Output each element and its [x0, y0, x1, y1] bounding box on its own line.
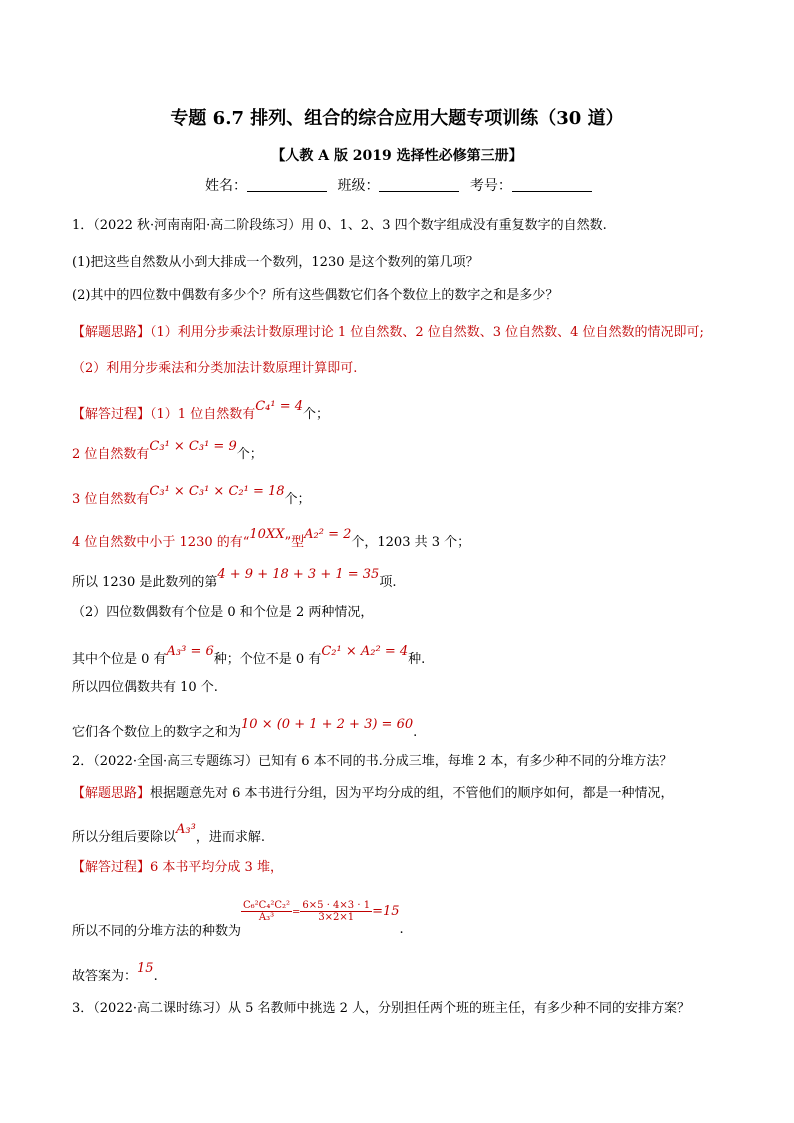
q1-idea-tag: 【解题思路】: [72, 325, 151, 340]
q1-math-c21a22: C₂¹ × A₂² = 4: [321, 644, 409, 659]
q1-step9: 它们各个数位上的数字之和为10 × (0 + 1 + 2 + 3) = 60.: [72, 717, 418, 740]
q1-part1: (1)把这些自然数从小到大排成一个数列，1230 是这个数列的第几项？: [72, 255, 479, 270]
q1-step3: 3 位自然数有C₃¹ × C₃¹ × C₂¹ = 18个；: [72, 484, 311, 507]
q1-idea1: （1）利用分步乘法计数原理讨论 1 位自然数、2 位自然数、3 位自然数、4 位自然数的情况即可;: [150, 325, 704, 340]
q3-stem: 3．（2022·高二课时练习）从 5 名教师中挑选 2 人，分别担任两个班的班主任，有多少种不同的安排方案？: [72, 1001, 691, 1016]
page-title: 专题 6.7 排列、组合的综合应用大题专项训练（30 道）: [170, 108, 624, 129]
q2-stem: 2．（2022·全国·高三专题练习）已知有 6 本不同的书.分成三堆，每堆 2 本，有多少种不同的分堆方法？: [72, 754, 673, 769]
q1-step1: 【解答过程】（1）1 位自然数有C₄¹ = 4个；: [72, 399, 330, 422]
q1-step8: 所以四位偶数共有 10 个.: [72, 680, 218, 695]
q1-math-c31c31c21: C₃¹ × C₃¹ × C₂¹ = 18: [149, 484, 285, 499]
q1-math-sum35: 4 + 9 + 18 + 3 + 1 = 35: [217, 567, 380, 582]
exam-label: 考号：: [469, 178, 512, 194]
q1-math-c31c31: C₃¹ × C₃¹ = 9: [149, 439, 237, 454]
exam-blank[interactable]: [512, 177, 592, 192]
q1-proc-tag: 【解答过程】: [72, 407, 151, 422]
q2-idea-line2: 所以分组后要除以A₃³，进而求解.: [72, 822, 265, 845]
class-blank[interactable]: [379, 177, 459, 192]
q2-idea-line1: 【解题思路】根据题意先对 6 本书进行分组，因为平均分成的组，不管他们的顺序如何，都是一种情况，: [72, 786, 674, 801]
q2-answer-value: 15: [137, 961, 154, 976]
student-info: [205, 175, 598, 195]
q1-step6: （2）四位数偶数有个位是 0 和个位是 2 两种情况，: [72, 605, 374, 620]
q2-proc-line2: 所以不同的分堆方法的种数为 $\frac{\text{C₆²C₄²C₂²}}{\text{A₃³}}$ = $\frac{6\times 5 \cdot 4\times 3 \cdot 1}{3\times 2\times 1}$ =15.: [72, 900, 404, 939]
q1-part2: (2)其中的四位数中偶数有多少个？所有这些偶数它们各个数位上的数字之和是多少？: [72, 288, 559, 303]
q1-step5: 所以 1230 是此数列的第4 + 9 + 18 + 3 + 1 = 35项.: [72, 567, 397, 590]
q2-math-a33: A₃³: [176, 822, 196, 837]
q2-proc-tag: 【解答过程】: [72, 860, 151, 875]
q1-stem: 1．（2022 秋·河南南阳·高二阶段练习）用 0、1、2、3 四个数字组成没有重复数字的自然数.: [72, 218, 607, 233]
q1-step4: 4 位自然数中小于 1230 的有“10XX”型A₂² = 2个，1203 共 3 个；: [72, 527, 471, 550]
q2-idea-tag: 【解题思路】: [72, 786, 151, 801]
name-blank[interactable]: [247, 177, 327, 192]
q2-proc-line1: 【解答过程】6 本书平均分成 3 堆，: [72, 860, 283, 875]
q1-math-10xx: 10XX: [249, 527, 285, 542]
q1-idea-line1: [72, 321, 704, 340]
q1-idea2: （2）利用分步乘法和分类加法计数原理计算即可.: [72, 361, 358, 376]
class-label: 班级：: [337, 178, 380, 194]
q2-fraction-expanded: $\frac{6\times 5 \cdot 4\times 3 \cdot 1}{3\times 2\times 1}$: [302, 900, 371, 923]
q1-step7: 其中个位是 0 有A₃³ = 6种；个位不是 0 有C₂¹ × A₂² = 4种.: [72, 644, 426, 667]
q2-result: =15: [372, 904, 400, 919]
q2-fraction: $\frac{\text{C₆²C₄²C₂²}}{\text{A₃³}}$: [243, 900, 291, 923]
q2-answer: 故答案为：15.: [72, 961, 158, 984]
name-label: 姓名：: [205, 178, 247, 194]
page-subtitle: 【人教 A 版 2019 选择性必修第三册】: [271, 148, 523, 164]
q1-math-a22: A₂² = 2: [304, 527, 352, 542]
q1-math-c41: C₄¹ = 4: [255, 399, 304, 414]
q1-step2: 2 位自然数有C₃¹ × C₃¹ = 9个；: [72, 439, 263, 462]
q1-math-a33: A₃³ = 6: [166, 644, 214, 659]
q1-math-60: 10 × (0 + 1 + 2 + 3) = 60: [241, 717, 414, 732]
